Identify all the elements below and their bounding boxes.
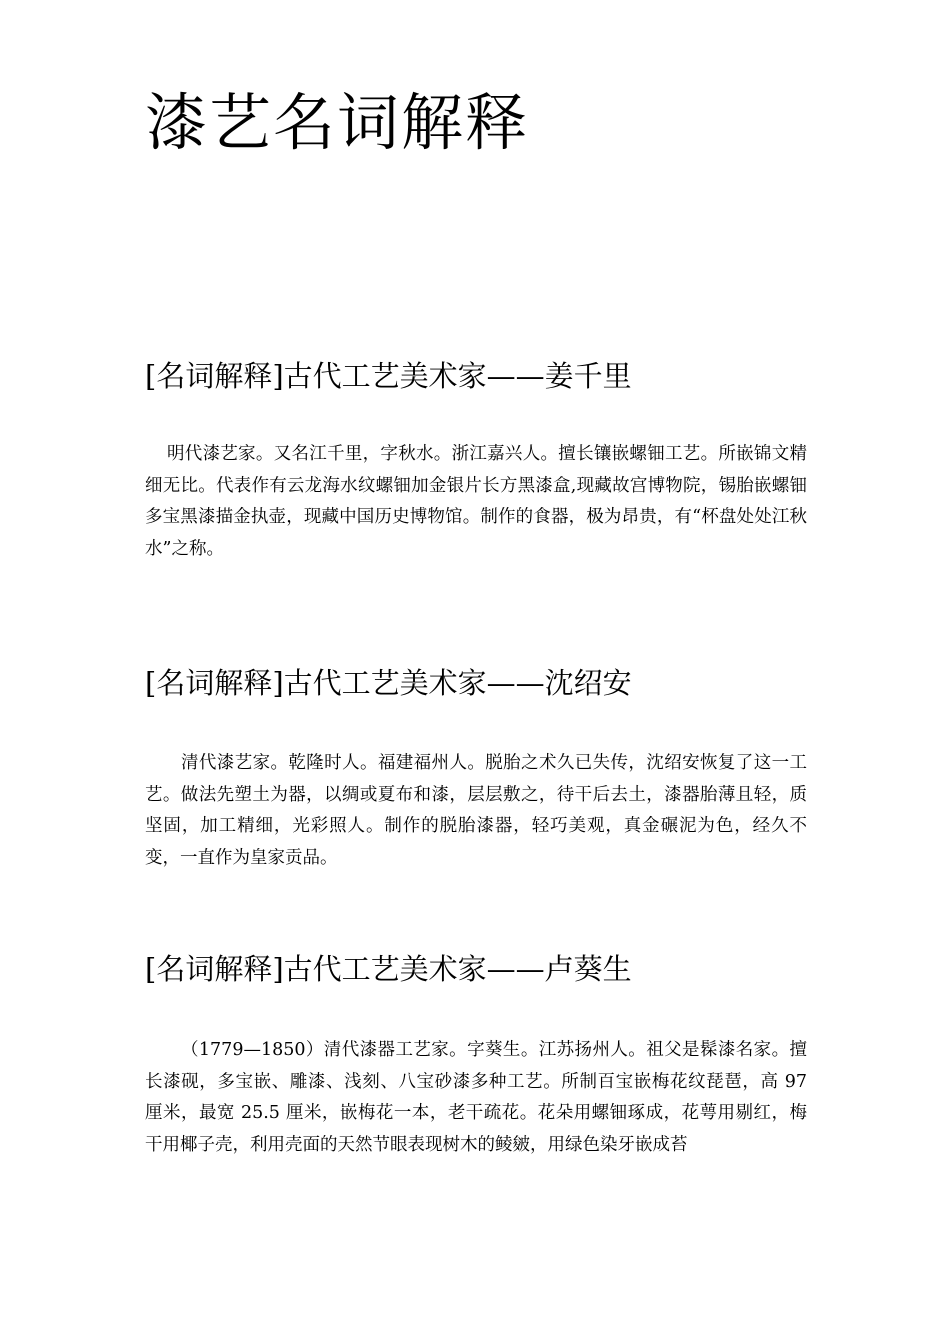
entry-body-lu-kuisheng: （1779—1850）清代漆器工艺家。字葵生。江苏扬州人。祖父是髹漆名家。擅长漆砚，多宝嵌、雕漆、浅刻、八宝砂漆多种工艺。所制百宝嵌梅花纹琵琶，高 97 厘米，最宽 25.5 厘米，嵌梅花一本，老干疏花。花朵用螺钿琢成，花萼用剔红，梅干用椰子壳，利用壳面的天然节眼表现树木的鲮皴，用绿色染牙嵌成苔 <box>145 1040 807 1155</box>
entry-heading-jiang-qianli: [名词解释]古代工艺美术家——姜千里 <box>145 359 632 393</box>
document-title: 漆艺名词解释 <box>145 86 530 159</box>
entry-heading-shen-shaoan: [名词解释]古代工艺美术家——沈绍安 <box>145 666 632 700</box>
entry-body-jiang-qianli: 明代漆艺家。又名江千里，字秋水。浙江嘉兴人。擅长镶嵌螺钿工艺。所嵌锦文精细无比。代表作有云龙海水纹螺钿加金银片长方黑漆盒,现藏故宫博物院，锡胎嵌螺钿多宝黑漆描金执壶，现藏中国历史博物馆。制作的食器，极为昂贵，有“杯盘处处江秋水”之称。 <box>145 444 807 559</box>
entry-body-shen-shaoan: 清代漆艺家。乾隆时人。福建福州人。脱胎之术久已失传，沈绍安恢复了这一工艺。做法先塑土为器，以绸或夏布和漆，层层敷之，待干后去土，漆器胎薄且轻，质坚固，加工精细，光彩照人。制作的脱胎漆器，轻巧美观，真金碾泥为色，经久不变，一直作为皇家贡品。 <box>145 753 807 868</box>
entry-heading-lu-kuisheng: [名词解释]古代工艺美术家——卢葵生 <box>145 952 632 986</box>
